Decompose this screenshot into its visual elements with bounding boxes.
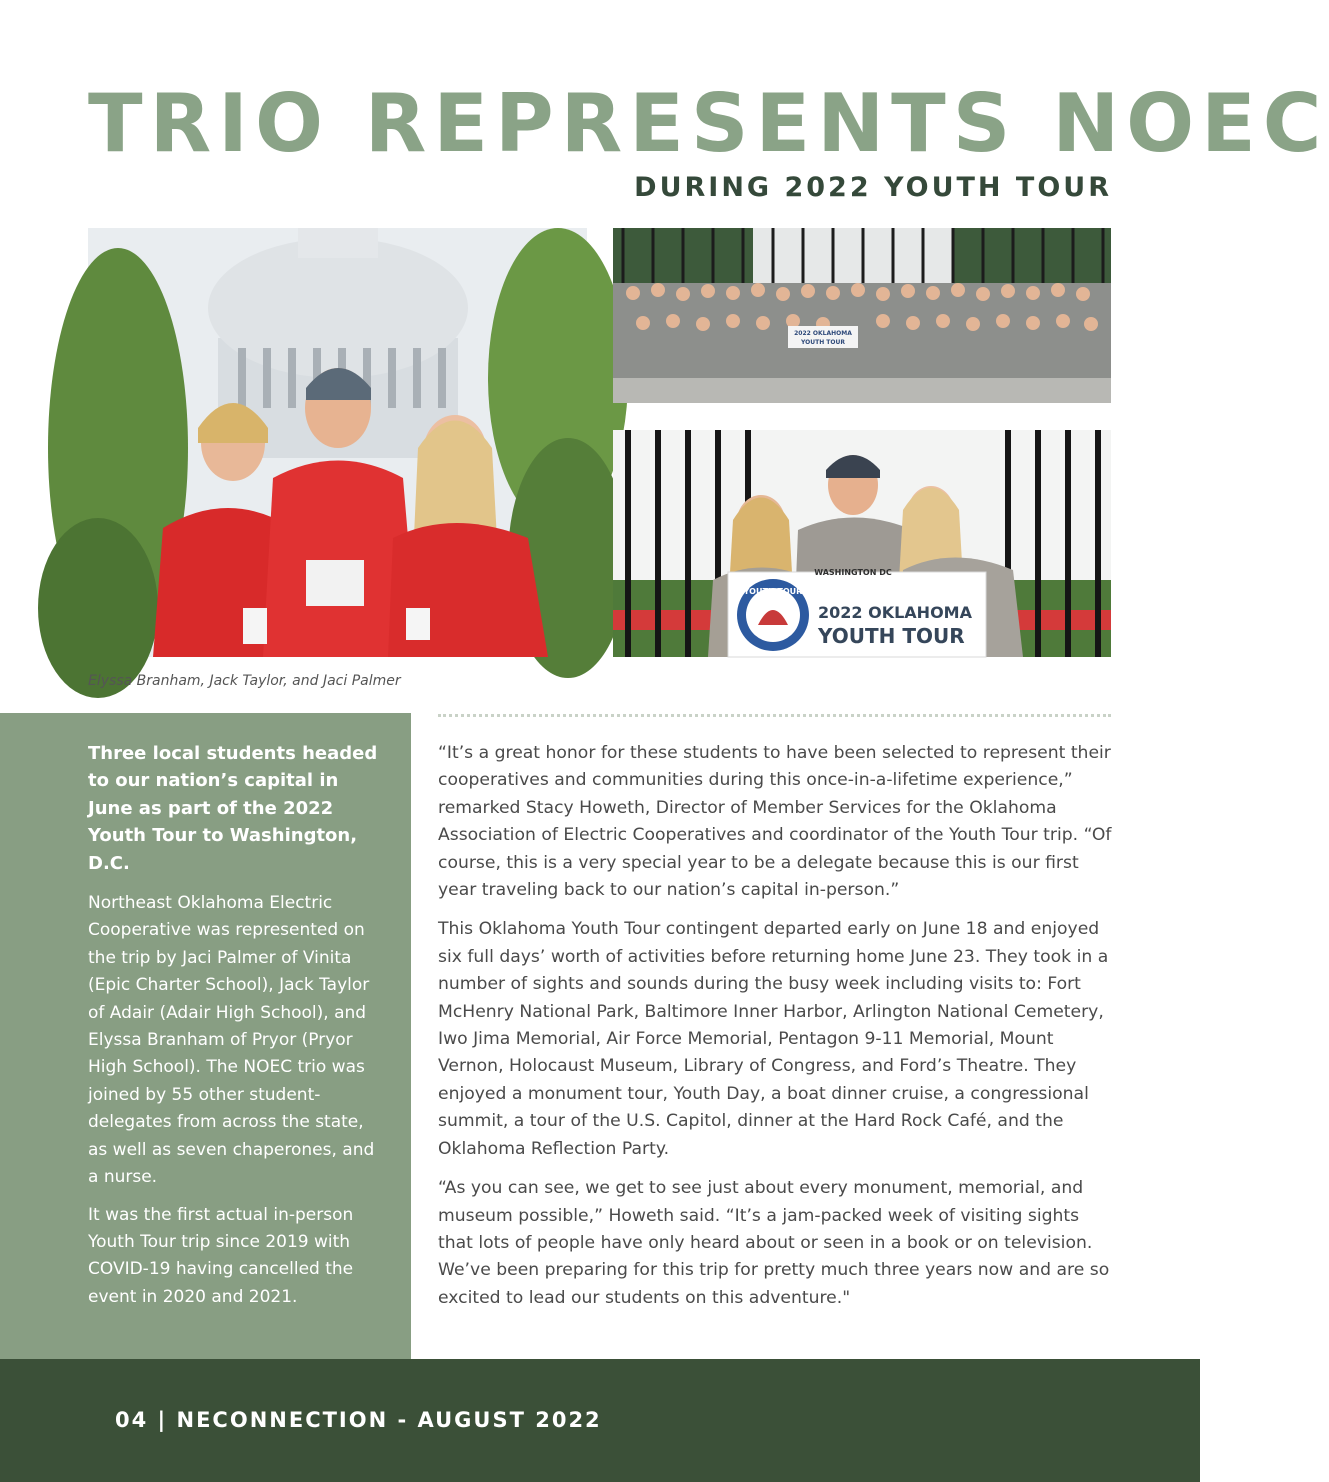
article-paragraph: “As you can see, we get to see just about every monument, memorial, and museum possible,” Howeth said. “It’s a jam-packed week of visiting sights that lots of people have only heard about or seen in a book or on television. We’ve been preparing for this trip for pretty much three years now and are so excited to lead our students on this adventure." bbox=[438, 1178, 1110, 1308]
photo-caption: Elyssa Branham, Jack Taylor, and Jaci Palmer bbox=[88, 673, 401, 689]
footer-text: 04 | NECONNECTION - AUGUST 2022 bbox=[115, 1408, 602, 1432]
trio-photo-icon bbox=[613, 430, 1111, 657]
sign-line-1: 2022 OKLAHOMA bbox=[818, 603, 972, 622]
sidebar-lead: Three local students headed to our nation’s capital in June as part of the 2022 Youth Tour to Washington, D.C. bbox=[88, 743, 378, 874]
page-subtitle: DURING 2022 YOUTH TOUR bbox=[634, 172, 1112, 203]
sign-line-2: YOUTH TOUR bbox=[818, 624, 965, 648]
group-sign-line: YOUTH TOUR bbox=[801, 339, 845, 346]
sign-seal-text: YOUTH TOUR bbox=[743, 587, 803, 596]
article-body bbox=[438, 740, 1112, 1324]
sidebar-paragraph: It was the first actual in-person Youth Tour trip since 2019 with COVID-19 having cancelled the event in 2020 and 2021. bbox=[88, 1204, 354, 1307]
sidebar-paragraph: Northeast Oklahoma Electric Cooperative was represented on the trip by Jaci Palmer of Vinita (Epic Charter School), Jack Taylor of Adair (Adair High School), and Elyssa Branham of Pryor (Pryor High School). The NOEC trio was joined by 55 other student-delegates from across the state, as well as seven chaperones, and a nurse. bbox=[88, 893, 375, 1188]
sidebar-panel bbox=[0, 713, 411, 1359]
group-photo-icon bbox=[613, 228, 1111, 403]
article-paragraph: This Oklahoma Youth Tour contingent departed early on June 18 and enjoyed six full days’ worth of activities before returning home June 23. They took in a number of sights and sounds during the busy week including visits to: Fort McHenry National Park, Baltimore Inner Harbor, Arlington National Cemetery, Iwo Jima Memorial, Air Force Memorial, Pentagon 9-11 Memorial, Mount Vernon, Holocaust Museum, Library of Congress, and Ford’s Theatre. They enjoyed a monument tour, Youth Day, a boat dinner cruise, a congressional summit, a tour of the U.S. Capitol, dinner at the Hard Rock Café, and the Oklahoma Reflection Party. bbox=[438, 919, 1109, 1159]
group-sign-line: 2022 OKLAHOMA bbox=[794, 330, 852, 337]
group-photo bbox=[613, 228, 1111, 403]
capitol-photo-icon bbox=[88, 228, 587, 657]
page-footer bbox=[0, 1359, 1200, 1482]
page-title: TRIO REPRESENTS NOEC bbox=[88, 77, 1329, 170]
trio-photo bbox=[613, 430, 1111, 657]
shirt-text: WASHINGTON DC bbox=[814, 568, 892, 577]
dotted-divider bbox=[438, 714, 1111, 717]
capitol-photo bbox=[88, 228, 587, 657]
article-paragraph: “It’s a great honor for these students to have been selected to represent their cooperatives and communities during this once-in-a-lifetime experience,” remarked Stacy Howeth, Director of Member Services for the Oklahoma Association of Electric Cooperatives and coordinator of the Youth Tour trip. “Of course, this is a very special year to be a delegate because this is our first year traveling back to our nation’s capital in-person.” bbox=[438, 743, 1112, 901]
